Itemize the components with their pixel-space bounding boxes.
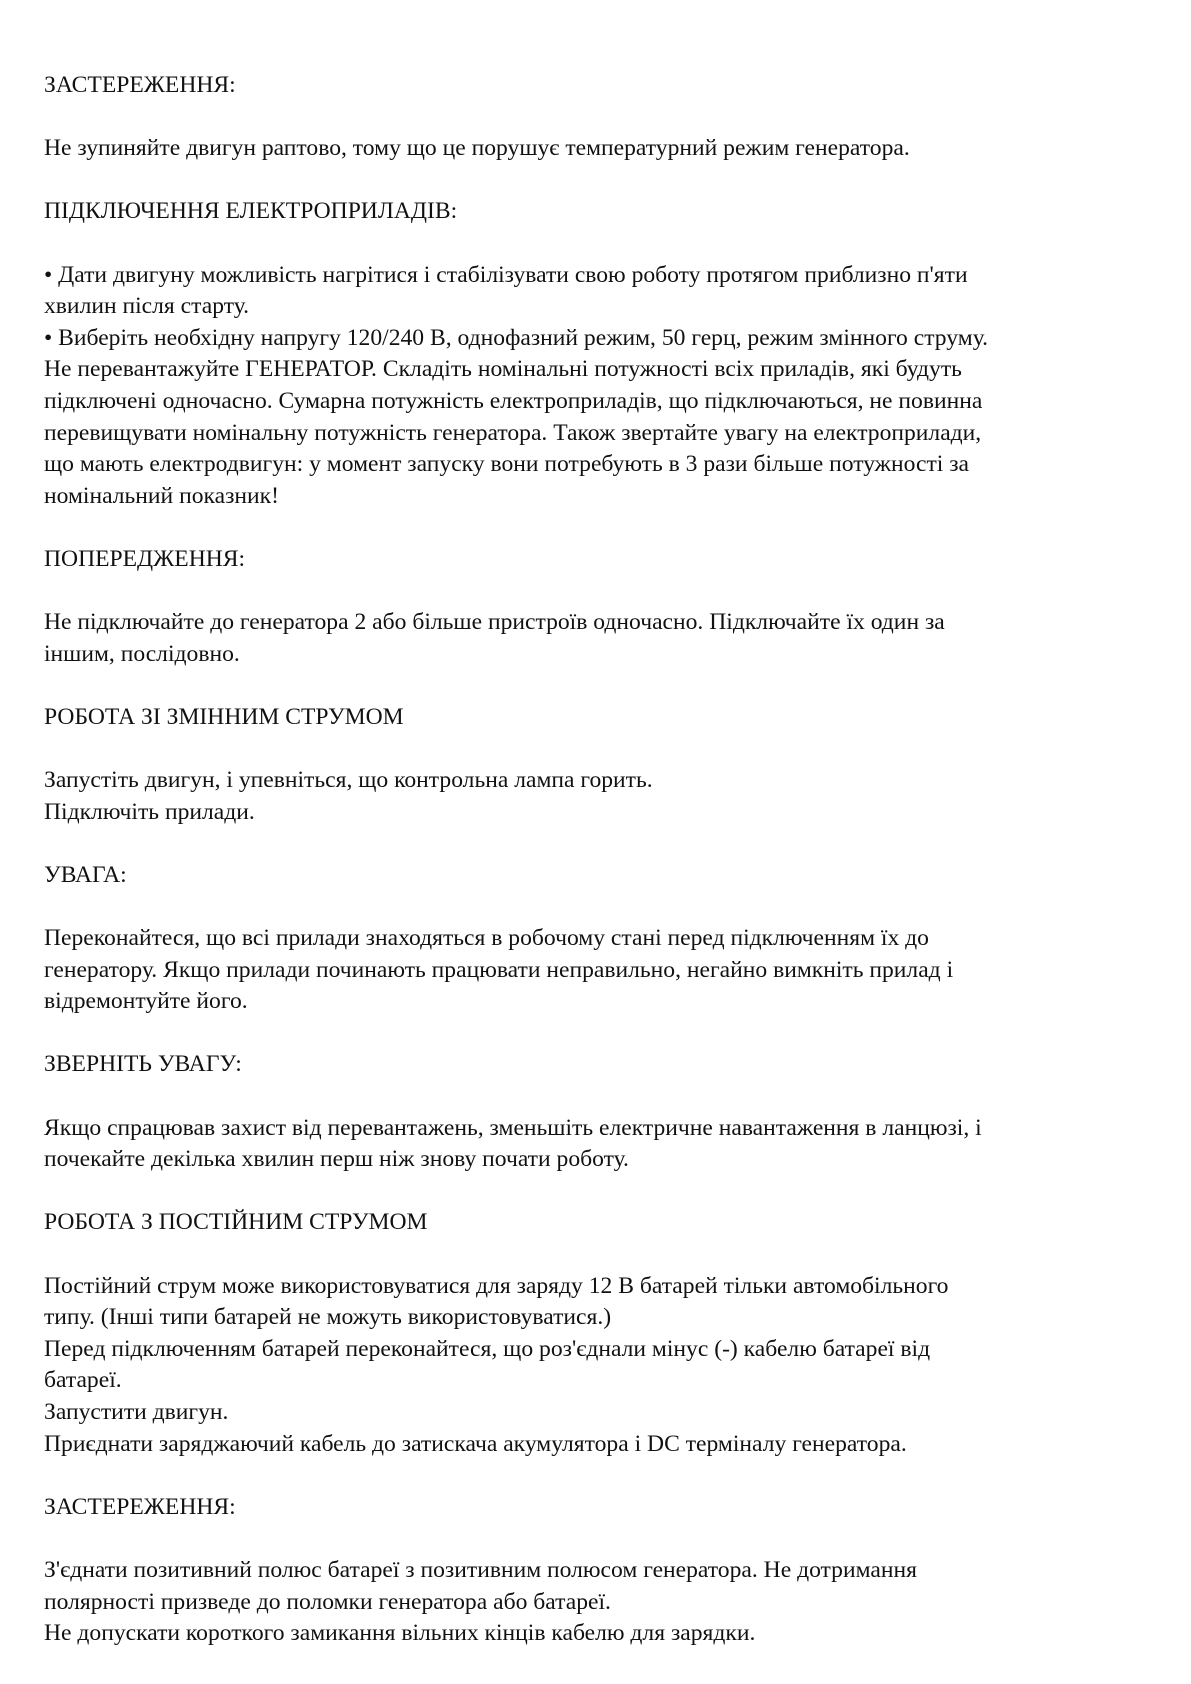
paragraph-line: типу. (Інші типи батарей не можуть використовуватися.) bbox=[44, 1304, 612, 1331]
paragraph-line: Не допускати короткого замикання вільних кінців кабелю для зарядки. bbox=[44, 1620, 756, 1647]
heading-text: ЗВЕРНІТЬ УВАГУ: bbox=[44, 1051, 242, 1078]
paragraph-line: Не зупиняйте двигун раптово, тому що це порушує температурний режим генератора. bbox=[44, 135, 910, 162]
paragraph-caution-1 bbox=[44, 133, 1154, 165]
heading-warning bbox=[44, 544, 1154, 576]
heading-text: РОБОТА З ПОСТІЙНИМ СТРУМОМ bbox=[44, 1209, 428, 1236]
heading-attention bbox=[44, 860, 1154, 892]
heading-caution-2 bbox=[44, 1492, 1154, 1524]
paragraph-line: хвилин після старту. bbox=[44, 293, 250, 320]
paragraph-connecting bbox=[44, 260, 1154, 513]
paragraph-dc-operation bbox=[44, 1271, 1154, 1461]
paragraph-line: полярності призведе до поломки генератора або батареї. bbox=[44, 1588, 611, 1615]
paragraph-line: що мають електродвигун: у момент запуску вони потребують в 3 рази більше потужності за bbox=[44, 451, 970, 478]
document-page bbox=[44, 70, 1154, 1681]
paragraph-line: Підключіть прилади. bbox=[44, 798, 255, 825]
paragraph-line: батареї. bbox=[44, 1367, 122, 1394]
paragraph-line: Постійний струм може використовуватися для заряду 12 В батарей тільки автомобільного bbox=[44, 1272, 949, 1299]
paragraph-line: генератору. Якщо прилади починають працювати неправильно, негайно вимкніть прилад і bbox=[44, 956, 954, 983]
heading-ac-operation bbox=[44, 702, 1154, 734]
heading-text: РОБОТА ЗІ ЗМІННИМ СТРУМОМ bbox=[44, 703, 404, 730]
paragraph-line: • Дати двигуну можливість нагрітися і стабілізувати свою роботу протягом приблизно п'яти bbox=[44, 261, 968, 288]
heading-note bbox=[44, 1049, 1154, 1081]
paragraph-line: відремонтуйте його. bbox=[44, 988, 248, 1015]
paragraph-line: Приєднати заряджаючий кабель до затискача акумулятора і DC терміналу генератора. bbox=[44, 1430, 907, 1457]
heading-connecting bbox=[44, 196, 1154, 228]
paragraph-note bbox=[44, 1113, 1154, 1176]
paragraph-line: • Виберіть необхідну напругу 120/240 В, однофазний режим, 50 герц, режим змінного струму. bbox=[44, 324, 989, 351]
heading-text: ПІДКЛЮЧЕННЯ ЕЛЕКТРОПРИЛАДІВ: bbox=[44, 198, 458, 225]
heading-text: УВАГА: bbox=[44, 861, 127, 888]
paragraph-line: Не підключайте до генератора 2 або більше пристроїв одночасно. Підключайте їх один за bbox=[44, 609, 945, 636]
paragraph-caution-2 bbox=[44, 1555, 1154, 1650]
heading-text: ПОПЕРЕДЖЕННЯ: bbox=[44, 545, 246, 572]
paragraph-attention bbox=[44, 923, 1154, 1018]
heading-dc-operation bbox=[44, 1207, 1154, 1239]
paragraph-line: почекайте декілька хвилин перш ніж знову почати роботу. bbox=[44, 1146, 629, 1173]
paragraph-line: перевищувати номінальну потужність генератора. Також звертайте увагу на електроприлади, bbox=[44, 419, 982, 446]
paragraph-line: Не перевантажуйте ГЕНЕРАТОР. Складіть номінальні потужності всіх приладів, які будуть bbox=[44, 356, 962, 383]
paragraph-line: Запустити двигун. bbox=[44, 1398, 229, 1425]
paragraph-line: номінальний показник! bbox=[44, 482, 279, 509]
heading-text: ЗАСТЕРЕЖЕННЯ: bbox=[44, 72, 236, 98]
heading-caution-1 bbox=[44, 70, 1154, 102]
paragraph-line: Переконайтеся, що всі прилади знаходяться в робочому стані перед підключенням їх до bbox=[44, 925, 929, 952]
paragraph-line: Перед підключенням батарей переконайтеся, що роз'єднали мінус (-) кабелю батареї від bbox=[44, 1335, 931, 1362]
paragraph-line: Запустіть двигун, і упевніться, що контрольна лампа горить. bbox=[44, 767, 653, 794]
paragraph-line: іншим, послідовно. bbox=[44, 640, 240, 667]
paragraph-line: З'єднати позитивний полюс батареї з позитивним полюсом генератора. Не дотримання bbox=[44, 1556, 917, 1583]
paragraph-line: підключені одночасно. Сумарна потужність електроприладів, що підключаються, не повинна bbox=[44, 387, 983, 414]
paragraph-line: Якщо спрацював захист від перевантажень, зменьшіть електричне навантаження в ланцюзі, і bbox=[44, 1114, 982, 1141]
heading-text: ЗАСТЕРЕЖЕННЯ: bbox=[44, 1493, 236, 1520]
paragraph-warning bbox=[44, 607, 1154, 670]
paragraph-ac-operation bbox=[44, 765, 1154, 828]
